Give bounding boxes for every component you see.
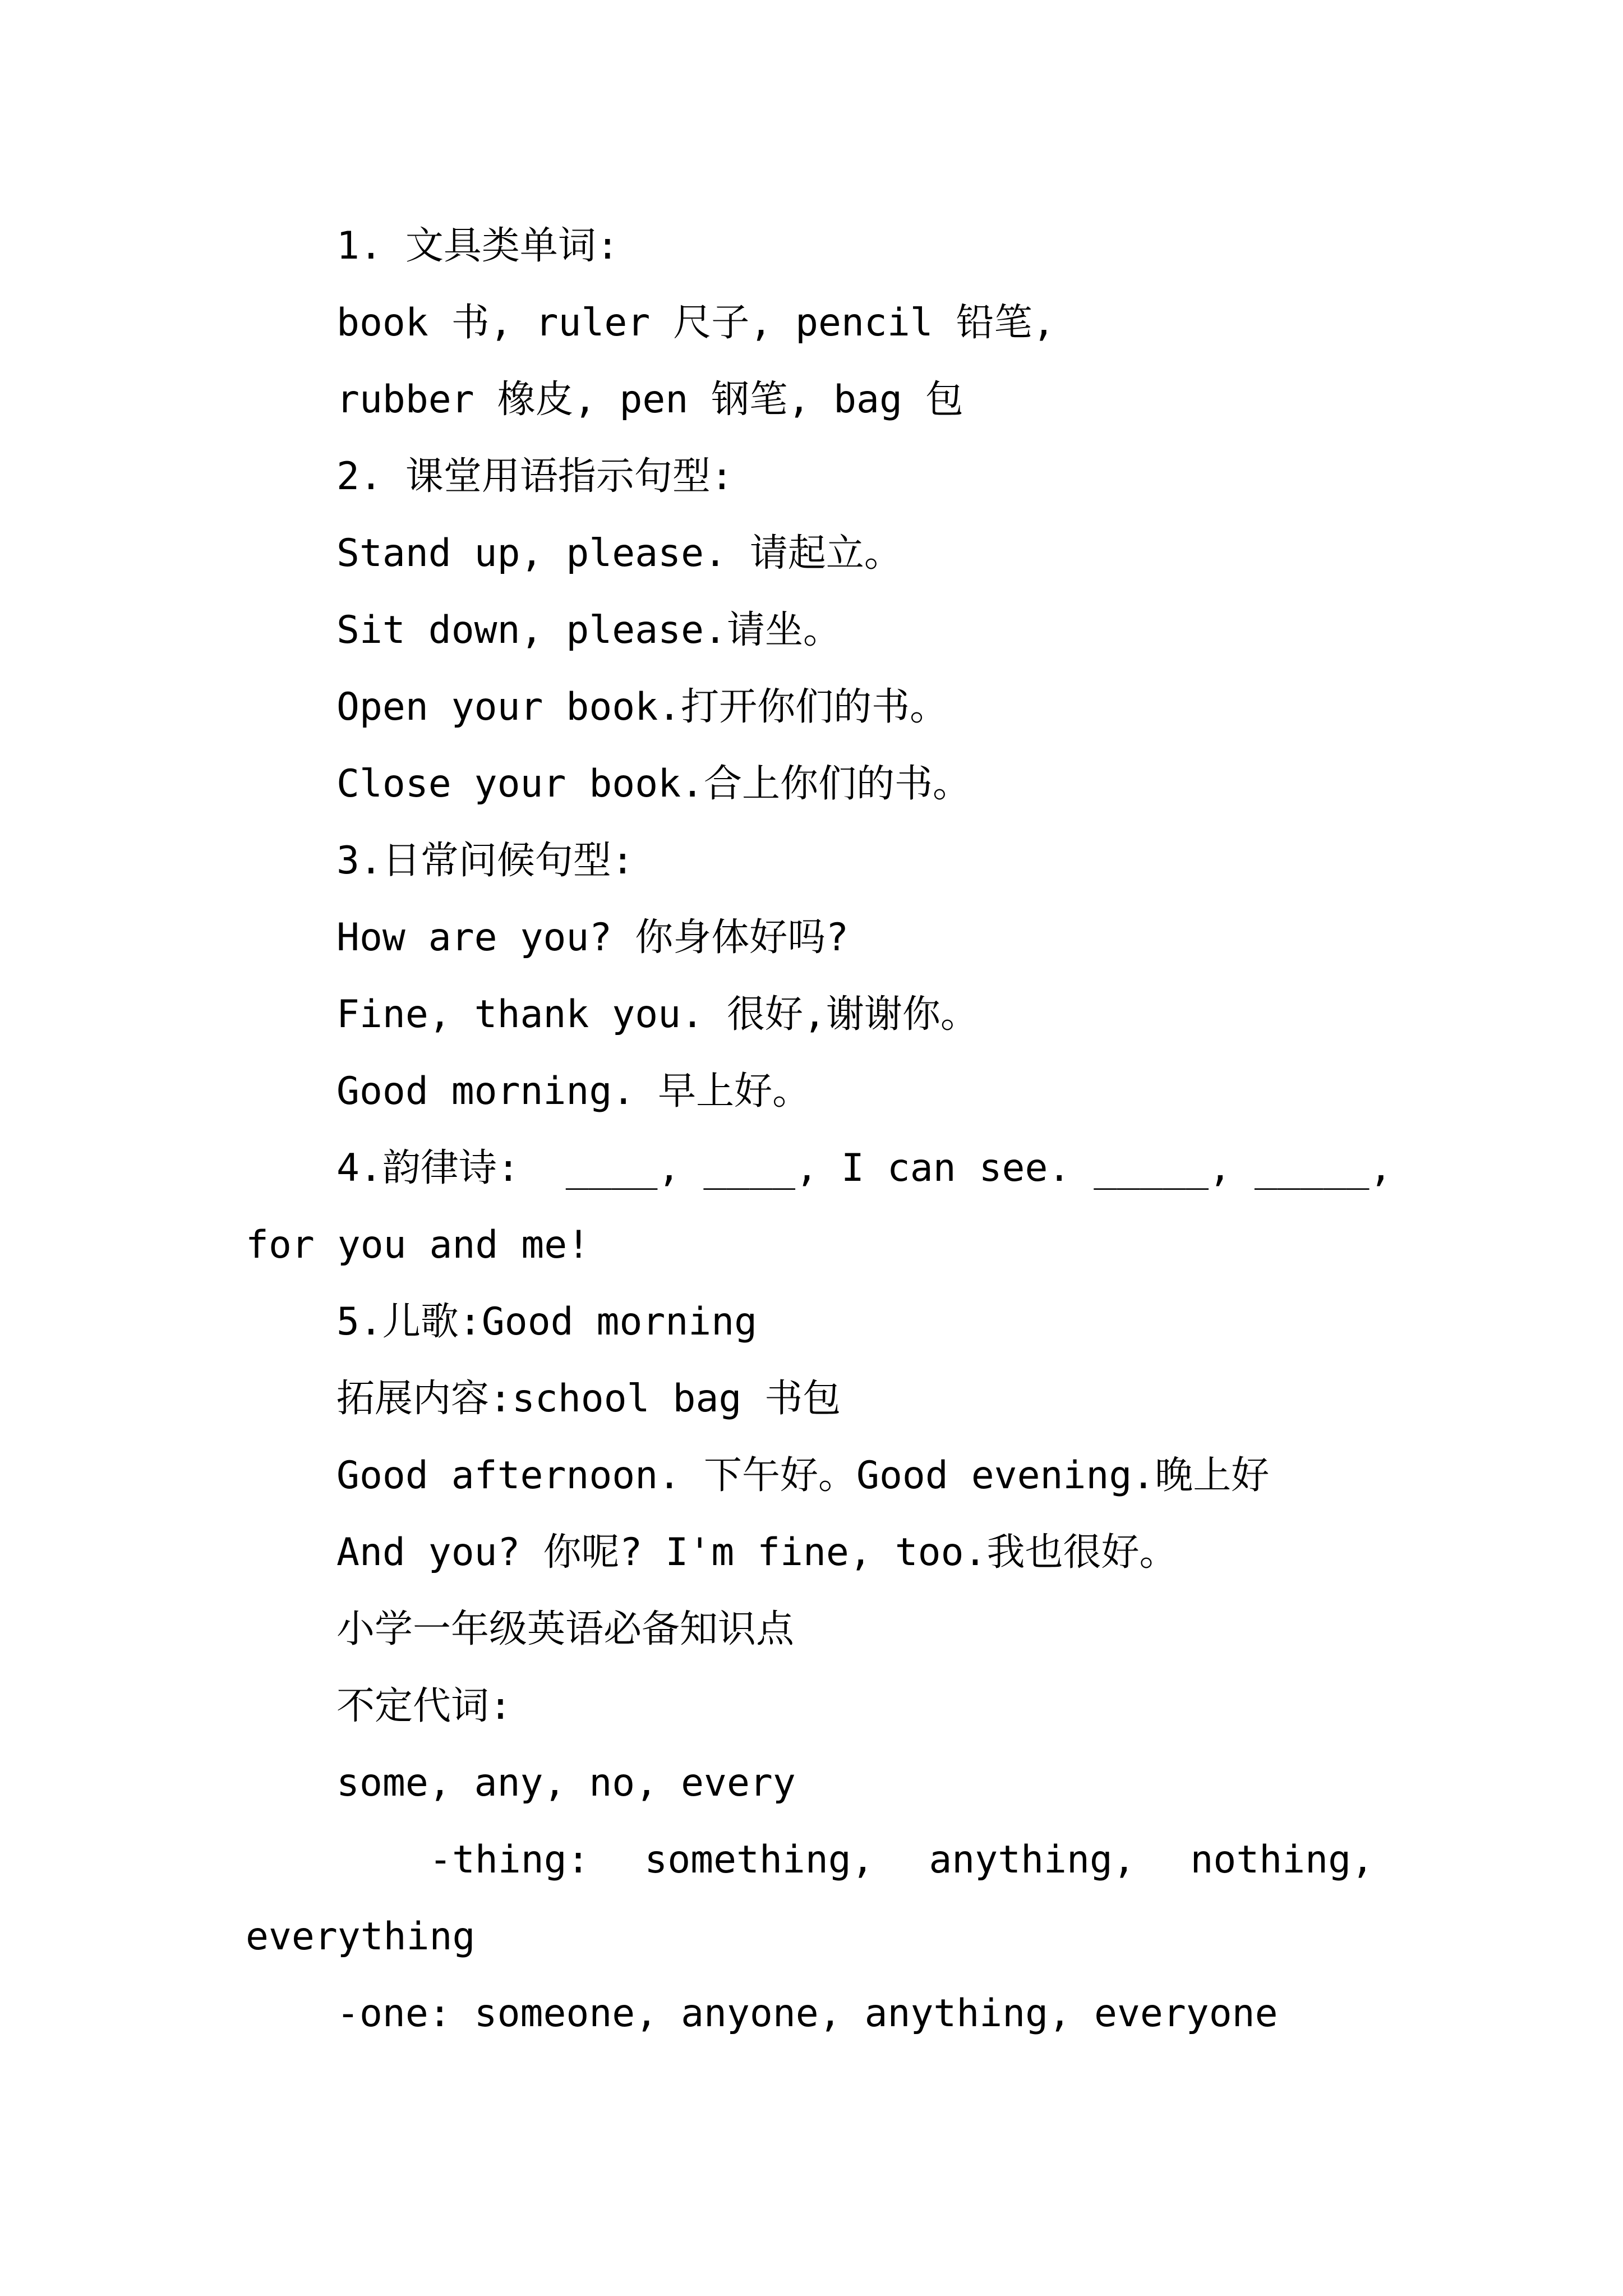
- heading-greetings: 3.日常问候句型:: [336, 839, 634, 883]
- pronoun-list: some, any, no, every: [336, 1761, 796, 1805]
- thing-word-anything: anything,: [929, 1838, 1136, 1882]
- thing-word-nothing: nothing,: [1190, 1838, 1374, 1882]
- thing-line: [429, 1838, 1374, 1882]
- rhyme-continuation: for you and me!: [246, 1223, 591, 1267]
- heading-rhyme: 4.韵律诗: ____, ____, I can see. _____, _____,: [336, 1146, 1393, 1190]
- pronoun-heading: 不定代词:: [336, 1684, 512, 1728]
- vocab-line-2: rubber 橡皮, pen 钢笔, bag 包: [336, 378, 963, 422]
- classroom-phrase-3: Open your book.打开你们的书。: [336, 685, 948, 729]
- classroom-phrase-4: Close your book.合上你们的书。: [336, 762, 971, 806]
- classroom-phrase-1: Stand up, please. 请起立。: [336, 531, 902, 576]
- classroom-phrase-2: Sit down, please.请坐。: [336, 608, 841, 652]
- thing-continuation: everything: [246, 1915, 476, 1959]
- extension-greeting-2: And you? 你呢? I'm fine, too.我也很好。: [336, 1530, 1178, 1575]
- one-line: -one: someone, anyone, anything, everyone: [336, 1991, 1278, 2036]
- section-title: 小学一年级英语必备知识点: [336, 1607, 795, 1651]
- extension-greeting-1: Good afternoon. 下午好。Good evening.晚上好: [336, 1453, 1270, 1498]
- heading-classroom-phrases: 2. 课堂用语指示句型:: [336, 454, 734, 499]
- heading-stationery: 1. 文具类单词:: [336, 224, 619, 268]
- greeting-3: Good morning. 早上好。: [336, 1069, 811, 1114]
- thing-prefix: -thing:: [429, 1838, 590, 1882]
- extension-content: 拓展内容:school bag 书包: [336, 1377, 841, 1421]
- greeting-1: How are you? 你身体好吗?: [336, 915, 849, 960]
- greeting-2: Fine, thank you. 很好,谢谢你。: [336, 992, 979, 1037]
- heading-song: 5.儿歌:Good morning: [336, 1300, 758, 1344]
- vocab-line-1: book 书, ruler 尺子, pencil 铅笔,: [336, 301, 1055, 345]
- thing-word-something: something,: [644, 1838, 874, 1882]
